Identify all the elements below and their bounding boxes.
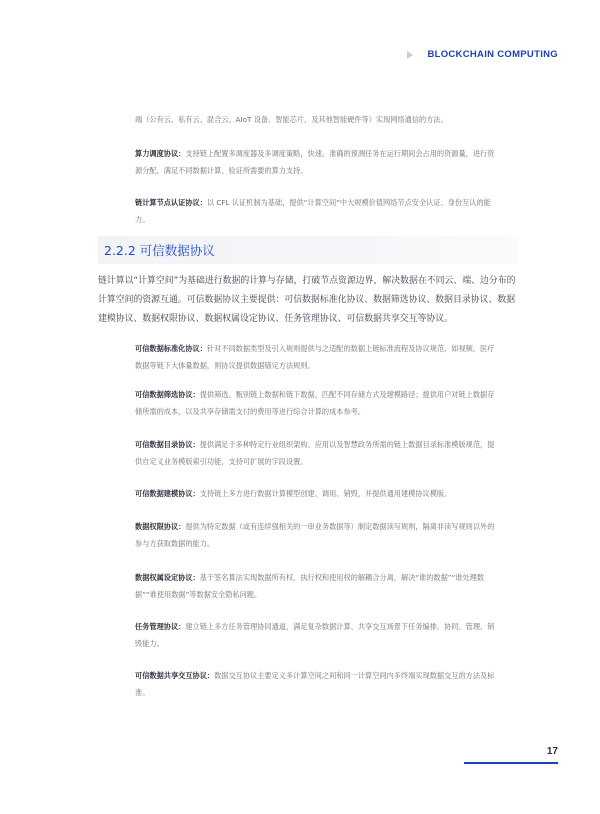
- paragraph-label: 算力调度协议：: [135, 149, 186, 158]
- protocol-item: [135, 340, 495, 374]
- paragraph-text: 支持链上配置多调度器及多调度策略，快速、准确的预测任务在运行期间会占用的资源量，进行资源分配，满足不同数据计算、验证所需要的算力支持。: [135, 149, 495, 175]
- protocol-label: 可信数据标准化协议：: [135, 344, 207, 353]
- section-heading: [98, 236, 518, 264]
- section-title: 2.2.2 可信数据协议: [104, 243, 215, 258]
- paragraph-continuation: [135, 111, 495, 128]
- paragraph-text: 以 CFL 认证机制为基础，提供“计算空间”中大规模价值网络节点安全认证、身份互认的能力。: [135, 198, 491, 224]
- protocol-item: [135, 386, 495, 420]
- paragraph-compute-scheduling: [135, 145, 495, 179]
- protocol-item: [135, 667, 495, 701]
- protocol-text: 支持链上多方进行数据计算模型创建、调用、销毁，并提供通用建模协议模版。: [199, 489, 452, 498]
- protocol-text: 针对不同数据类型及引入规则提供与之适配的数据上链标准流程及协议规范，如视频、医疗数据等链下大体量数据，则协议提供数据锚定方法规则。: [135, 344, 495, 370]
- protocol-text: 提供满足于多种特定行业组织架构、应用以及智慧政务所需的链上数据目录标准模版规范，提供自定义业务模版索引功能，支持可扩展的字段设置。: [135, 440, 495, 466]
- page-number: 17: [546, 746, 558, 757]
- triangle-marker-icon: [407, 51, 413, 59]
- protocol-text: 数据交互协议主要定义多计算空间之间和同一计算空间内多终端实现数据交互的方法及标准。: [135, 671, 495, 697]
- protocol-text: 基于签名算法实现数据所有权、执行权和使用权的解耦合分离，解决“谁的数据”“谁处理数据”“谁使用数据”等数据安全隐私问题。: [135, 573, 485, 599]
- protocol-label: 可信数据共享交互协议：: [135, 671, 215, 680]
- section-intro: 链计算以“计算空间”为基础进行数据的计算与存储，打破节点资源边界，解决数据在不同云、端、边分布的计算空间的资源互通。可信数据协议主要提供：可信数据标准化协议、数据筛选协议、数据目录协议、数据建模协议、数据权限协议、数据权属设定协议、任务管理协议、可信数据共享交互等协议。: [98, 276, 516, 324]
- protocol-item: [135, 485, 495, 502]
- protocol-text: 提供筛选、甄别链上数据和链下数据，匹配不同存储方式及建模路径；提供用户对链上数据存储所需的成本，以及共享存储需支付的费用等进行综合计算的成本参考。: [135, 390, 495, 416]
- protocol-label: 可信数据建模协议：: [135, 489, 200, 498]
- page-header: [407, 49, 558, 60]
- protocol-item: [135, 436, 495, 470]
- protocol-text: 建立链上多方任务管理协同通道，满足复杂数据计算、共享交互场景下任务编排、协同、管理、销毁能力。: [135, 622, 495, 648]
- protocol-text: 提供为特定数据（或有连续强相关的一串业务数据等）制定数据读写规则，隔离非读写规则以外的参与方获取数据的能力。: [135, 522, 495, 548]
- protocol-item: [135, 518, 495, 552]
- paragraph-node-auth: [135, 194, 495, 228]
- protocol-label: 可信数据筛选协议：: [135, 390, 200, 399]
- paragraph-label: 链计算节点认证协议：: [135, 198, 207, 207]
- protocol-item: [135, 569, 495, 603]
- footer-rule: [464, 762, 558, 764]
- protocol-label: 可信数据目录协议：: [135, 440, 200, 449]
- protocol-label: 数据权限协议：: [135, 522, 186, 531]
- header-title: BLOCKCHAIN COMPUTING: [427, 49, 558, 60]
- protocol-label: 任务管理协议：: [135, 622, 186, 631]
- paragraph-text: 端（公有云、私有云、混合云、AIoT 设备、智能芯片、及其他智能硬件等）实现网络通信的方法。: [135, 115, 448, 124]
- protocol-label: 数据权属设定协议：: [135, 573, 200, 582]
- protocol-item: [135, 618, 495, 652]
